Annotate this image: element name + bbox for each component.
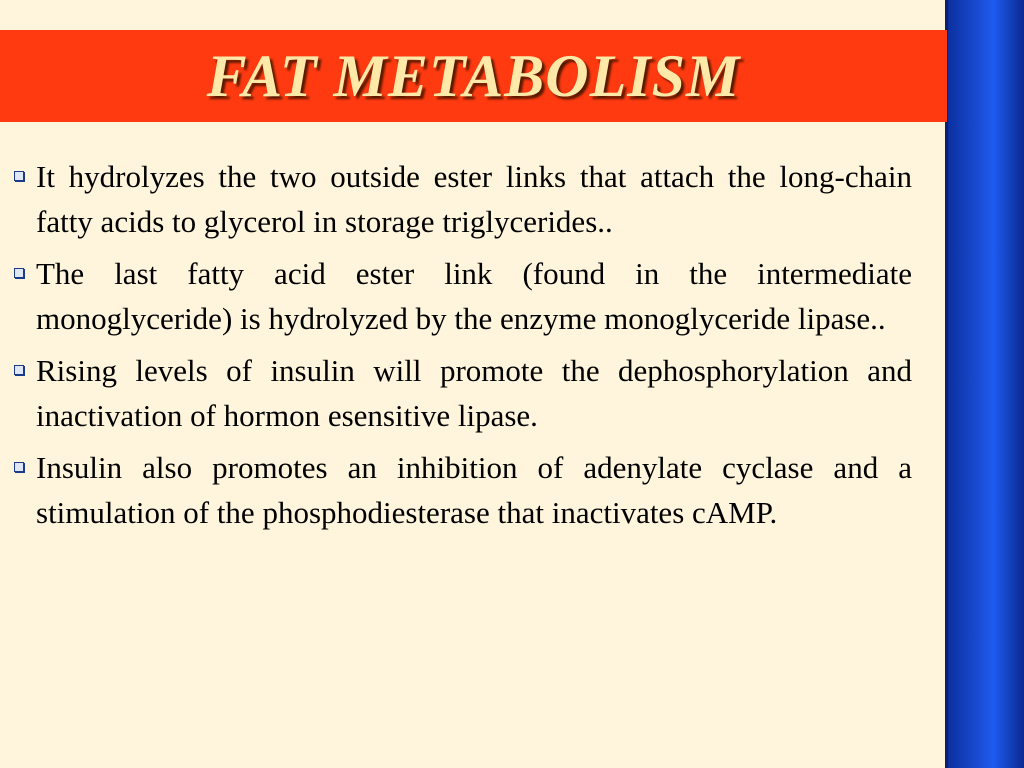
hollow-square-bullet-icon [14, 462, 24, 472]
bullet-item [14, 349, 912, 438]
hollow-square-bullet-icon [14, 268, 24, 278]
right-decorative-band [947, 0, 1024, 768]
bullet-item [14, 155, 912, 244]
bullet-list [14, 155, 912, 543]
hollow-square-bullet-icon [14, 365, 24, 375]
slide-title: FAT METABOLISM [206, 43, 741, 109]
bullet-text: It hydrolyzes the two outside ester links that attach the long-chain fatty acids to glycerol in storage triglycerides.. [36, 159, 912, 239]
bullet-item [14, 446, 912, 535]
bullet-text: Rising levels of insulin will promote the dephosphorylation and inactivation of hormon esensitive lipase. [36, 353, 912, 433]
hollow-square-bullet-icon [14, 171, 24, 181]
bullet-text: The last fatty acid ester link (found in the intermediate monoglyceride) is hydrolyzed by the enzyme monoglyceride lipase.. [36, 256, 912, 336]
bullet-item [14, 252, 912, 341]
bullet-text: Insulin also promotes an inhibition of adenylate cyclase and a stimulation of the phosphodiesterase that inactivates cAMP. [36, 450, 912, 530]
